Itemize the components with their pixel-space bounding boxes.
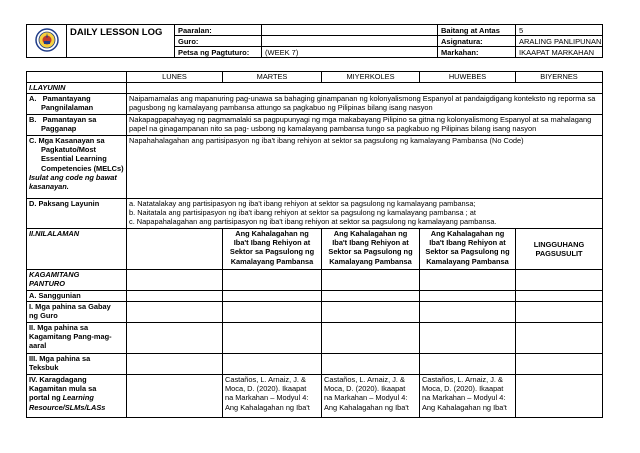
deped-seal-icon	[35, 28, 59, 52]
teksbuk-label: III. Mga pahina sa Teksbuk	[27, 354, 127, 375]
guro-label: Guro:	[175, 36, 262, 47]
day-huwebes: HUWEBES	[420, 72, 516, 83]
baitang-label: Baitang at Antas	[438, 25, 516, 36]
layunin-heading: I.LAYUNIN	[27, 83, 127, 94]
mga-kasanayan-label: C. Mga Kasanayan sa Pagkatuto/Most Essential Learning Competencies (MELCs) Isulat ang code ng bawat kasanayan.	[27, 136, 127, 199]
document-title: DAILY LESSON LOG	[67, 25, 175, 58]
nilalaman-label: II.NILALAMAN	[27, 229, 127, 270]
day-biyernes: BIYERNES	[516, 72, 603, 83]
reference-huwebes: Castaños, L. Arnaiz, J. & Moca, D. (2020). Ikaapat na Markahan – Modyul 4: Ang Kahalagahan ng Iba't	[420, 375, 516, 418]
corner-cell	[27, 72, 127, 83]
header-table	[26, 24, 603, 58]
kagamitang-panturo-label: KAGAMITANG PANTURO	[27, 270, 127, 291]
gabay-ng-guro-label: I. Mga pahina sa Gabay ng Guro	[27, 302, 127, 323]
nilalaman-huwebes: Ang Kahalagahan ng Iba't Ibang Rehiyon at Sektor sa Pagsulong ng Kamalayang Pambansa	[420, 229, 516, 270]
day-lunes: LUNES	[127, 72, 223, 83]
petsa-label: Petsa ng Pagtuturo:	[175, 47, 262, 58]
mga-kasanayan-text: Napahahalagahan ang partisipasyon ng iba't ibang rehiyon at sektor sa pagsulong ng kamalayang Pambansa (No Code)	[127, 136, 603, 199]
markahan-label: Markahan:	[438, 47, 516, 58]
sanggunian-label: A. Sanggunian	[27, 291, 127, 302]
paaralan-label: Paaralan:	[175, 25, 262, 36]
nilalaman-martes: Ang Kahalagahan ng Iba't Ibang Rehiyon at Sektor sa Pagsulong ng Kamalayang Pambansa	[223, 229, 322, 270]
deped-logo-cell	[27, 25, 67, 58]
pamantayang-pangnilalaman-text: Naipamamalas ang mapanuring pag-unawa sa bahaging ginampanan ng kolonyalismong Espanyol at pandaigdigang konteksto ng reporma sa pagusbong ng kamalayang pambansa attungo sa pagkabuo ng Pilipinas bilang isang nasyon	[127, 94, 603, 115]
baitang-value: 5	[516, 25, 603, 36]
pamantayan-sa-pagganap-text: Nakapagpapahayag ng pagmamalaki sa pagpupunyagi ng mga makabayang Pilipino sa gitna ng kolonyalismong Espanyol at sa mahalagang papel na ginagampanan nito sa pag- usbong ng kamalayang pambansa tungo sa pagkabuo ng Pilipinas bilang isang nasyon	[127, 115, 603, 136]
guro-value	[262, 36, 438, 47]
markahan-value: IKAAPAT MARKAHAN	[516, 47, 603, 58]
asignatura-label: Asignatura:	[438, 36, 516, 47]
reference-martes: Castaños, L. Arnaiz, J. & Moca, D. (2020). Ikaapat na Markahan – Modyul 4: Ang Kahalagahan ng Iba't	[223, 375, 322, 418]
karagdagang-kagamitan-label: IV. Karagdagang Kagamitan mula sa portal ng Learning Resource/SLMs/LASs	[27, 375, 127, 418]
paksang-layunin-text: a. Natatalakay ang partisipasyon ng iba't ibang rehiyon at sektor sa pagsulong ng kamalayang pambansa; b. Naitatala ang partisipasyon ng iba't ibang rehiyon at sektor sa pagsulong ng kamalayang pambansa ; at c. Napapahalagahan ang partisipasyon ng iba't ibang rehiyon at sektor sa pagsulong ng kamalayang pambansa.	[127, 199, 603, 229]
petsa-value: (WEEK 7)	[262, 47, 438, 58]
paksang-layunin-label: D. Paksang Layunin	[27, 199, 127, 229]
day-miyerkoles: MIYERKOLES	[322, 72, 420, 83]
lingguhang-pagsusulit: LINGGUHANG PAGSUSULIT	[516, 229, 603, 270]
pamantayan-sa-pagganap-label: B. Pamantayan sa Pagganap	[27, 115, 127, 136]
pamantayang-pangnilalaman-label: A. Pamantayang Pangnilalaman	[27, 94, 127, 115]
nilalaman-miyerkoles: Ang Kahalagahan ng Iba't Ibang Rehiyon at Sektor sa Pagsulong ng Kamalayang Pambansa	[322, 229, 420, 270]
kagamitang-pang-mag-aaral-label: II. Mga pahina sa Kagamitang Pang-mag- aaral	[27, 323, 127, 354]
reference-miyerkoles: Castaños, L. Arnaiz, J. & Moca, D. (2020). Ikaapat na Markahan – Modyul 4: Ang Kahalagahan ng Iba't	[322, 375, 420, 418]
day-martes: MARTES	[223, 72, 322, 83]
paaralan-value	[262, 25, 438, 36]
asignatura-value: ARALING PANLIPUNAN	[516, 36, 603, 47]
lesson-log-table	[26, 71, 603, 418]
